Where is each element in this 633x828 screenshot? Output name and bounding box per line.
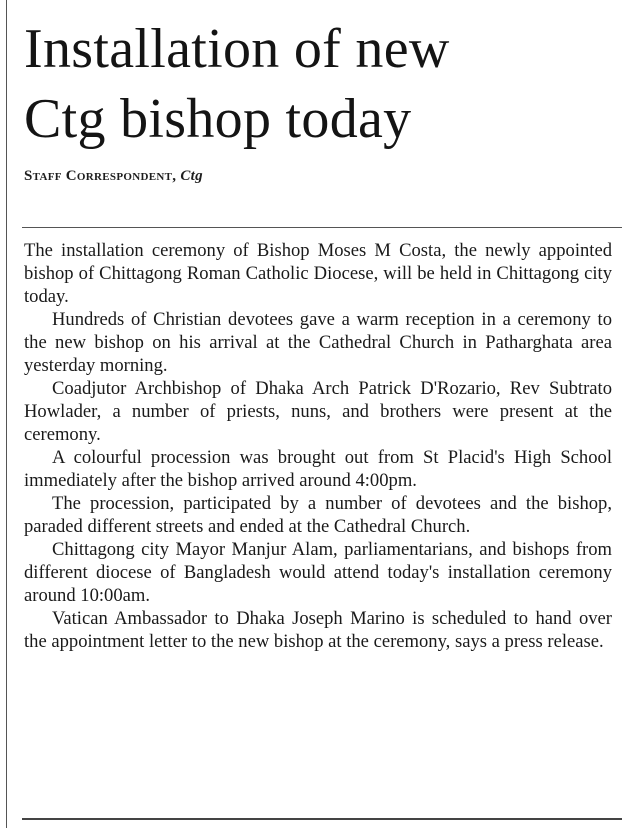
paragraph-4: A colourful procession was brought out from St Placid's High School immediately after the bishop arrived around 4:00pm. xyxy=(24,447,612,491)
paragraph-5: The procession, participated by a number of devotees and the bishop, paraded different streets and ended at the Cathedral Church. xyxy=(24,493,612,537)
article-header xyxy=(24,14,616,185)
byline-name: Staff Correspondent, xyxy=(24,168,177,184)
byline xyxy=(24,168,616,185)
byline-location: Ctg xyxy=(180,168,203,184)
headline xyxy=(24,14,616,154)
headline-line-1: Installation of new xyxy=(24,18,450,80)
bottom-divider xyxy=(22,818,622,820)
byline-divider xyxy=(22,227,622,228)
paragraph-7: Vatican Ambassador to Dhaka Joseph Marino is scheduled to hand over the appointment letter to the new bishop at the ceremony, says a press release. xyxy=(24,608,612,652)
headline-line-2: Ctg bishop today xyxy=(24,88,412,150)
paragraph-2: Hundreds of Christian devotees gave a warm reception in a ceremony to the new bishop on his arrival at the Cathedral Church in Patharghata area yesterday morning. xyxy=(24,309,612,376)
column-divider xyxy=(6,0,7,828)
article-body xyxy=(24,239,612,653)
paragraph-3: Coadjutor Archbishop of Dhaka Arch Patrick D'Rozario, Rev Subtrato Howlader, a number of priests, nuns, and brothers were present at the ceremony. xyxy=(24,378,612,445)
paragraph-6: Chittagong city Mayor Manjur Alam, parliamentarians, and bishops from different diocese of Bangladesh would attend today's installation ceremony around 10:00am. xyxy=(24,539,612,606)
paragraph-1: The installation ceremony of Bishop Moses M Costa, the newly appointed bishop of Chittagong Roman Catholic Diocese, will be held in Chittagong city today. xyxy=(24,240,612,307)
